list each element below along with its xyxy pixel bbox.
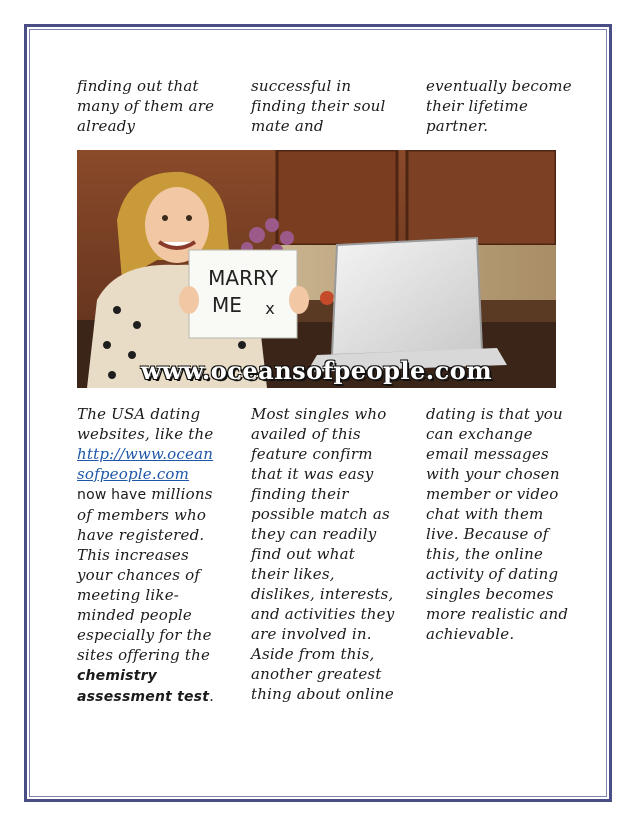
sign-text-line2: ME — [212, 293, 242, 317]
photo-woman-laptop — [77, 150, 556, 388]
top-text-2: successful in finding their soul mate and — [251, 77, 386, 135]
top-text-3: eventually become their lifetime partner. — [426, 77, 572, 135]
chemistry-assessment-test: chemistry assessment test — [77, 668, 210, 705]
body-column-1 — [77, 404, 215, 707]
column-1-now-have: now have — [77, 487, 147, 503]
top-text-1: finding out that many of them are already — [77, 77, 215, 135]
body-column-3 — [426, 404, 576, 644]
top-column-1 — [77, 76, 215, 136]
column-3-paragraph: dating is that you can exchange email messages with your chosen member or video chat with them live. Because of this, the online activity of dating singles becomes more realistic and achievable. — [426, 405, 569, 643]
column-2-paragraph: Most singles who availed of this feature confirm that it was easy finding their possible match as they can readily find out what their likes, dislikes, interests, and activities they are involved in. Aside from this, another greatest thing about online — [251, 405, 395, 703]
column-1-end: . — [209, 687, 215, 705]
photo-watermark: www.oceansofpeople.com — [140, 356, 493, 385]
column-1-intro: The USA dating websites, like the — [77, 405, 214, 443]
top-column-2 — [251, 76, 397, 136]
photo-illustration — [77, 150, 556, 388]
sign-text-mark: x — [265, 299, 275, 318]
column-1-paragraph — [77, 404, 215, 707]
sign-text-line1: MARRY — [208, 266, 278, 290]
column-1-rest: millions of members who have registered. This increases your chances of meeting like-minded people especially for the sites offering the — [77, 485, 213, 664]
oceansofpeople-link[interactable]: http://www.oceansofpeople.com — [77, 445, 214, 483]
body-column-2 — [251, 404, 397, 704]
top-column-3 — [426, 76, 576, 136]
